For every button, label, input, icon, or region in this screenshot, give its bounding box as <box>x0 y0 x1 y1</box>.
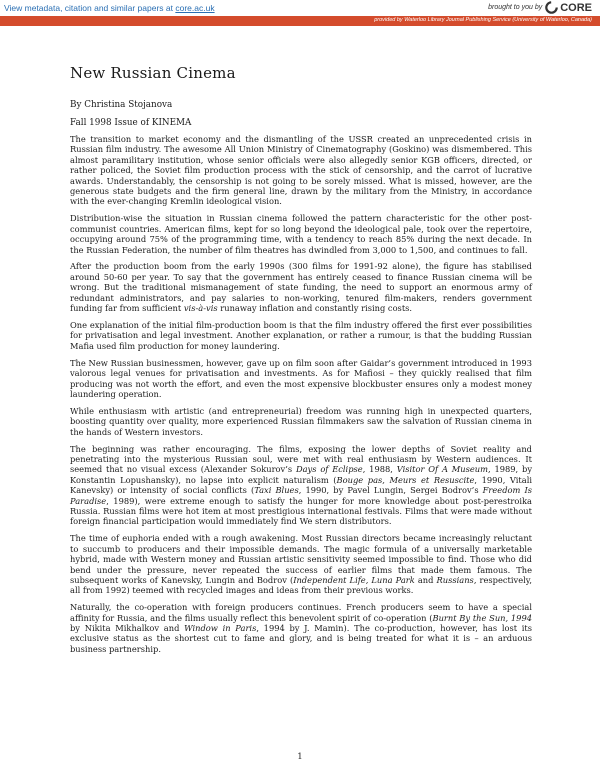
paragraph-text: The time of euphoria ended with a rough awakening. Most Russian directors became increasingly reluctant to succumb to producers and their impossible demands. The magic formula of a universally marketable hybrid, made with Western money and Russian artistic sensitivity seemed impossible to find. Those who did bend under the pressure, never repeated the success of earlier films that made them famous. The subsequent works of Kanevsky, Lungin and Bodrov ( <box>70 533 532 585</box>
body-paragraph <box>70 533 532 595</box>
paragraph-text: The transition to market economy and the dismantling of the USSR created an unprecedented crisis in Russian film industry. The awesome All Union Ministry of Cinematography (Goskino) was dismembered. This almost paramilitary institution, whose senior officials were also allegedly senior KGB officers, directed, or rather policed, the Soviet film production process with the stick of censorship, and the carrot of lucrative awards. Understandably, the censorship is not going to be sorely missed. What is missed, however, are the generous state budgets and the firm general line, drawn by the military from the Ministry, in accordance with the ever-changing Kremlin ideological vision. <box>70 134 532 207</box>
body-paragraph <box>70 261 532 313</box>
paragraph-text: , respectively, all from 1992) teemed with recycled images and ideas from their previous works. <box>70 574 532 596</box>
paragraph-text: , 1990, by Pavel Lungin, Sergei Bodrov’s <box>298 485 483 496</box>
paragraph-text: , 1990, Vitali Kanevsky) or intensity of social conflicts ( <box>70 474 532 496</box>
paragraph-text: While enthusiasm with artistic (and entrepreneurial) freedom was running high in unexpected quarters, boosting quantity over quality, more experienced Russian filmmakers saw the salvation of Russian cinema in the hands of Western investors. <box>70 405 532 437</box>
italic-title: Independent Life, Luna Park <box>293 574 415 585</box>
metadata-link[interactable] <box>4 3 215 13</box>
paragraph-text: The New Russian businessmen, however, gave up on film soon after Gaidar’s government introduced in 1993 valorous legal venues for privatisation and investments. As for Mafiosi – they quickly realised that film producing was not worth the effort, and even the most expensive blockbuster ensures only a modest money laundering operation. <box>70 357 532 399</box>
italic-title: Freedom Is Paradise <box>70 485 533 506</box>
top-banner <box>0 0 600 16</box>
italic-title: Bouge pas, Meurs et Resuscite <box>336 474 475 485</box>
body-paragraph <box>70 406 532 437</box>
body-paragraph <box>70 134 532 207</box>
paragraph-text: and <box>414 574 437 585</box>
body-paragraph <box>70 320 532 351</box>
italic-title: Window in Paris <box>184 623 257 634</box>
paragraph-text: The beginning was rather encouraging. The films, exposing the lower depths of Soviet reality and penetrating into the mysterious Russian soul, were met with real enthusiasm by Western audiences. It seemed that no visual excess (Alexander Sokurov’s <box>70 443 532 475</box>
metadata-link-prefix[interactable]: View metadata, citation and similar papers at <box>4 3 176 13</box>
paragraph-text: , 1994 by J. Mamin). The co-production, however, has lost its exclusive status as the shortest cut to fame and glory, and is being treated for what it is – an arduous business partnership. <box>70 623 533 654</box>
provided-by-text: provided by Waterloo Library Journal Publishing Service (University of Waterloo, Canada) <box>374 17 592 23</box>
italic-title: Burnt By the Sun, 1994 <box>432 612 532 623</box>
article-title: New Russian Cinema <box>70 64 236 82</box>
core-domain-link[interactable]: core.ac.uk <box>175 3 215 13</box>
italic-title: Days of Eclipse <box>295 464 363 475</box>
paragraph-text: , 1989), were extreme enough to satisfy the hunger for more knowledge about post-perestroika Russia. Russian films were hot item at most prestigious international festivals. Films that were made without foreign financial participation would immediately find We stern distributors. <box>70 495 532 527</box>
core-logo-icon <box>545 1 558 14</box>
italic-title: Visitor Of A Museum <box>396 464 488 475</box>
core-logo[interactable] <box>545 1 592 14</box>
paragraph-text: Distribution-wise the situation in Russian cinema followed the pattern characteristic for the other post-communist countries. American films, kept for so long beyond the ideological pale, took over the repertoire, occupying around 75% of the programming time, with a tendency to reach 85% during the next decade. In the Russian Federation, the number of film theatres has dwindled from 3,000 to 1,500, and continues to fall. <box>70 213 532 255</box>
article-body <box>70 134 532 654</box>
paragraph-text: runaway inflation and constantly rising costs. <box>217 303 413 314</box>
provider-bar <box>0 16 600 26</box>
body-paragraph <box>70 213 532 255</box>
brought-to-you[interactable] <box>488 1 592 14</box>
paragraph-text: by Nikita Mikhalkov and <box>70 623 185 634</box>
article-issue: Fall 1998 Issue of KINEMA <box>70 118 192 128</box>
italic-title: Russians <box>436 574 474 585</box>
paragraph-text: One explanation of the initial film-production boom is that the film industry offered the first ever possibilities for privatisation and legal investment. Another explanation, or rather a rumour, is that the budding Russian Mafia used film production for money laundering. <box>70 320 532 351</box>
core-logo-label: CORE <box>560 1 592 14</box>
italic-title: Taxi Blues <box>254 485 299 496</box>
body-paragraph <box>70 358 532 400</box>
page-number: 1 <box>297 752 303 762</box>
paragraph-text: , 1988, <box>362 464 397 475</box>
italic-title: vis-à-vis <box>183 303 218 314</box>
paragraph-text: After the production boom from the early 1990s (300 films for 1991-92 alone), the figure has stabilised around 50-60 per year. To say that the government has entirely ceased to finance Russian cinema will be wrong. But the traditional mismanagement of state funding, the need to support an enormous army of redundant administrators, and pay salaries to non-working, tenured film-makers, renders government funding far from sufficient <box>70 261 532 314</box>
body-paragraph <box>70 444 532 527</box>
article-byline: By Christina Stojanova <box>70 100 173 110</box>
body-paragraph <box>70 602 532 654</box>
article <box>70 64 532 661</box>
paragraph-text: Naturally, the co-operation with foreign producers continues. French producers seem to have a special affinity for Russia, and the films usually reflect this benevolent spirit of co-operation ( <box>70 602 532 623</box>
paragraph-text: , 1989, by Konstantin Lopushansky), no lapse into explicit naturalism ( <box>70 464 533 485</box>
brought-to-you-label: brought to you by <box>488 4 543 11</box>
